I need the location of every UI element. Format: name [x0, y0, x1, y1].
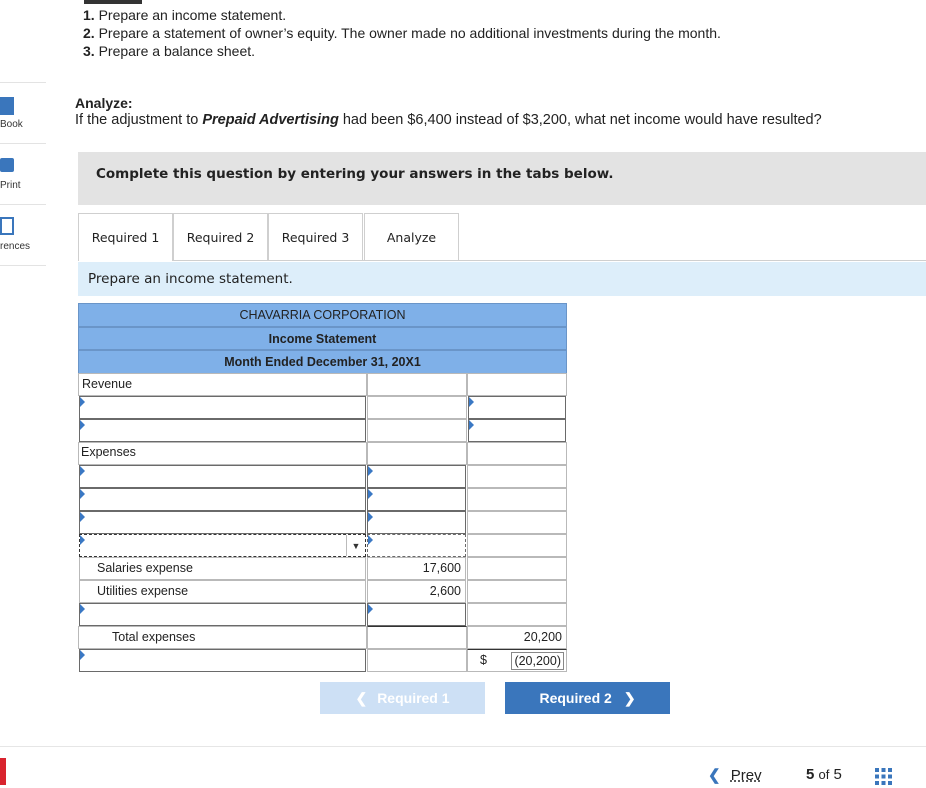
net-income-value: (20,200) [511, 652, 564, 670]
cell-marker-icon [80, 535, 85, 545]
statement-period: Month Ended December 31, 20X1 [78, 350, 567, 374]
statement-company: CHAVARRIA CORPORATION [78, 303, 567, 327]
cell-marker-icon [469, 420, 474, 430]
expense-account-input[interactable] [79, 511, 366, 534]
utilities-expense-label: Utilities expense [79, 580, 366, 603]
empty-cell [467, 488, 567, 511]
expense-amount-input[interactable] [367, 465, 466, 488]
references-icon [0, 217, 14, 235]
empty-cell [367, 373, 467, 396]
cell-marker-icon [80, 489, 85, 499]
cell-marker-icon [368, 512, 373, 522]
revenue-label: Revenue [78, 373, 367, 396]
table-row [78, 603, 567, 626]
revenue-amount-input[interactable] [468, 419, 566, 442]
analyze-question: If the adjustment to Prepaid Advertising had been $6,400 instead of $3,200, what net income would have resulted? [75, 112, 822, 128]
chevron-right-icon: ❯ [623, 689, 636, 706]
requirement-item: 1. Prepare an income statement. [83, 7, 287, 23]
empty-cell [367, 396, 467, 419]
instruction-strip [78, 262, 926, 296]
print-icon [0, 158, 14, 172]
tab-analyze[interactable]: Analyze [364, 213, 459, 261]
tab-required-1[interactable]: Required 1 [78, 213, 173, 261]
total-expenses-label: Total expenses [78, 626, 367, 649]
empty-cell [367, 649, 467, 672]
table-row [78, 557, 567, 580]
next-required-button[interactable]: Required 2 ❯ [505, 682, 670, 714]
revenue-account-input[interactable] [79, 419, 366, 442]
table-row [78, 511, 567, 534]
empty-cell [467, 465, 567, 488]
pager-position: 5 of 5 [806, 766, 842, 783]
cell-marker-icon [80, 650, 85, 660]
sidebar-item-references[interactable] [0, 204, 46, 266]
empty-cell [467, 373, 567, 396]
tab-required-3[interactable]: Required 3 [268, 213, 363, 261]
chevron-left-icon: ❮ [708, 767, 721, 784]
sidebar-item-label: rences [0, 241, 31, 252]
empty-cell [467, 511, 567, 534]
brand-logo [0, 758, 6, 785]
utilities-expense-value: 2,600 [367, 580, 466, 603]
table-row [78, 442, 567, 465]
clipped-heading [84, 0, 142, 4]
cell-marker-icon [80, 512, 85, 522]
net-income-label-input[interactable] [79, 649, 366, 672]
banner-text: Complete this question by entering your answers in the tabs below. [96, 166, 614, 182]
expense-account-input[interactable] [79, 465, 366, 488]
expense-amount-input[interactable] [367, 511, 466, 534]
requirement-item: 3. Prepare a balance sheet. [83, 43, 256, 59]
analyze-title: Analyze: [75, 95, 133, 111]
expense-amount-input[interactable] [367, 603, 466, 626]
sidebar-item-print[interactable] [0, 143, 46, 204]
empty-cell [467, 580, 567, 603]
dropdown-arrow-icon[interactable]: ▼ [346, 535, 365, 556]
cell-marker-icon [80, 420, 85, 430]
sidebar-item-label: Print [0, 180, 21, 191]
table-row [78, 373, 567, 396]
cell-marker-icon [80, 397, 85, 407]
cell-marker-icon [368, 466, 373, 476]
table-row [78, 580, 567, 603]
revenue-amount-input[interactable] [468, 396, 566, 419]
salaries-expense-label: Salaries expense [79, 557, 366, 580]
expenses-label: Expenses [81, 445, 136, 459]
book-icon [0, 97, 14, 115]
empty-cell [467, 603, 567, 626]
table-row [78, 419, 567, 442]
pager-prev-button[interactable]: ❮ Prev [708, 767, 762, 784]
table-row [78, 534, 567, 557]
empty-cell [367, 626, 467, 649]
table-row [78, 649, 567, 672]
tab-underline [78, 260, 926, 261]
table-row [78, 488, 567, 511]
salaries-expense-value: 17,600 [367, 557, 466, 580]
instruction-text: Prepare an income statement. [88, 271, 293, 287]
instructions-banner [78, 152, 926, 205]
cell-marker-icon [368, 604, 373, 614]
chevron-left-icon: ❮ [355, 689, 368, 706]
tab-required-2[interactable]: Required 2 [173, 213, 268, 261]
sidebar-item-book[interactable] [0, 82, 46, 143]
requirements-list [83, 6, 721, 60]
expense-account-input[interactable] [79, 488, 366, 511]
currency-symbol: $ [480, 653, 487, 667]
empty-cell [467, 557, 567, 580]
table-row [78, 465, 567, 488]
table-row [78, 626, 567, 649]
table-row [78, 396, 567, 419]
empty-cell [367, 419, 467, 442]
empty-cell [467, 534, 567, 557]
footer-divider [0, 746, 926, 747]
cell-marker-icon [368, 489, 373, 499]
statement-title: Income Statement [78, 327, 567, 350]
prev-required-button[interactable]: ❮ Required 1 [320, 682, 485, 714]
net-income-cell [467, 649, 567, 672]
cell-marker-icon [469, 397, 474, 407]
sidebar-item-label: Book [0, 119, 23, 130]
grid-menu-icon[interactable] [875, 768, 892, 785]
cell-marker-icon [80, 604, 85, 614]
expense-amount-input[interactable] [367, 488, 466, 511]
revenue-account-input[interactable] [79, 396, 366, 419]
expense-account-dropdown[interactable] [79, 534, 366, 557]
requirement-item: 2. Prepare a statement of owner’s equity. The owner made no additional investments during the month. [83, 25, 721, 41]
cell-marker-icon [80, 466, 85, 476]
expense-amount-input[interactable] [367, 534, 466, 557]
expense-account-input[interactable] [79, 603, 366, 626]
total-expenses-value: 20,200 [467, 626, 567, 649]
cell-marker-icon [368, 535, 373, 545]
